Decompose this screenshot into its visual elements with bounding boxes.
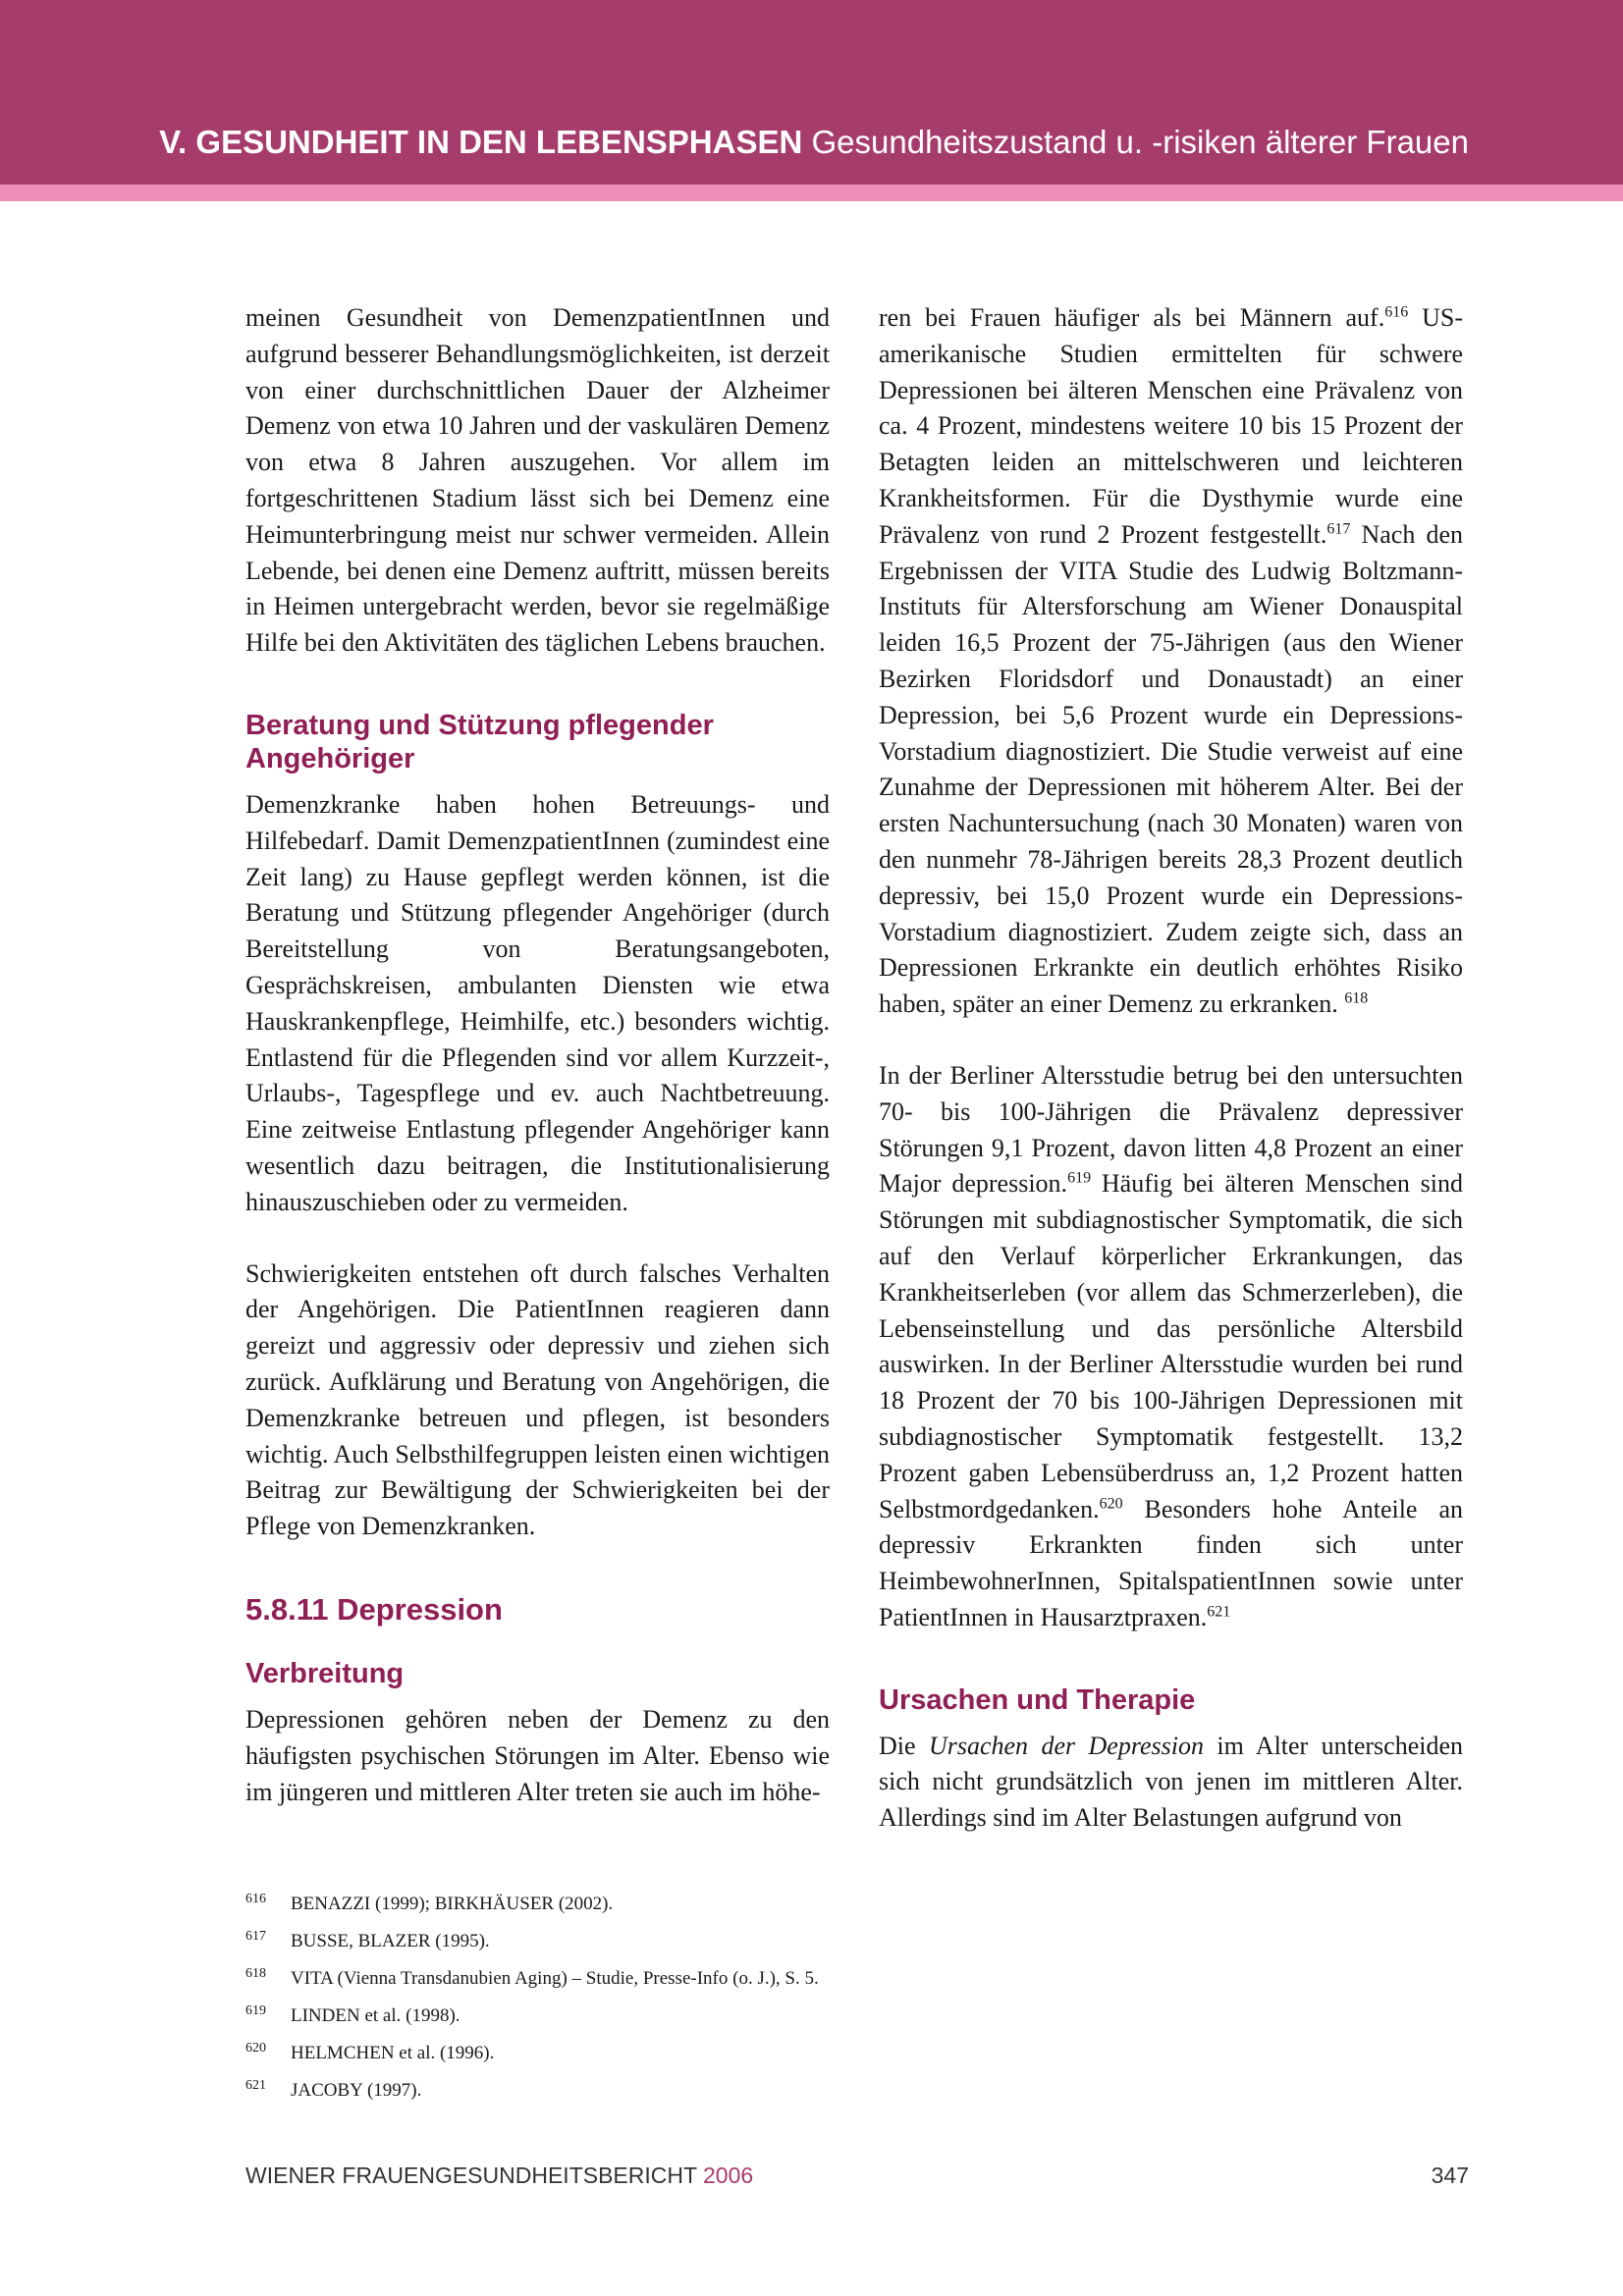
- chapter-title: V. GESUNDHEIT IN DEN LEBENSPHASEN: [159, 124, 803, 160]
- running-header: [159, 126, 1469, 158]
- footnote-text: LINDEN et al. (1998).: [291, 2005, 460, 2026]
- paragraph: [879, 1729, 1463, 1837]
- footnote-number: 621: [245, 2078, 266, 2093]
- footnote: [245, 2069, 1325, 2107]
- emphasis: Ursachen der Depression: [928, 1731, 1204, 1760]
- right-column: [879, 300, 1463, 1837]
- text-run: Häufig bei älteren Menschen sind Störungen mit subdiagnostischer Symptomatik, die sich auf den Verlauf körperlicher Erkrankungen, das Krankheitserleben (vor allem das Schmerzerleben), die Lebenseinstellung und das persönliche Altersbild auswirken. In der Berliner Altersstudie wurden bei rund 18 Prozent der 70 bis 100-Jährigen Depressionen mit subdiagnostischer Symptomatik festgestellt. 13,2 Prozent gaben Lebensüberdruss an, 1,2 Prozent hatten Selbstmordgedanken.: [879, 1169, 1463, 1523]
- footnote-number: 618: [245, 1966, 266, 1981]
- footnote: [245, 1883, 1325, 1920]
- header-stripe: [0, 185, 1623, 201]
- paragraph: [879, 300, 1463, 1023]
- paragraph: Depressionen gehören neben der Demenz zu den häufigsten psychischen Störungen im Alter. Ebenso wie im jüngeren und mittleren Alter treten sie auch im höhe-: [245, 1704, 830, 1806]
- text-run: ren bei Frauen häufiger als bei Männern auf.: [879, 303, 1385, 332]
- topic-title: Gesundheitszustand u. -risiken älterer Frauen: [811, 124, 1469, 160]
- footnote-text: JACOBY (1997).: [291, 2080, 422, 2101]
- paragraph: [879, 1058, 1463, 1636]
- paragraph: Schwierigkeiten entstehen oft durch falsches Verhalten der Angehörigen. Die PatientInnen reagieren dann gereizt und aggressiv oder depressiv und ziehen sich zurück. Aufklärung und Beratung von Angehörigen, die Demenzkranke betreuen und pflegen, ist besonders wichtig. Auch Selbsthilfegruppen leisten einen wichtigen Beitrag zur Bewältigung der Schwierigkeiten bei der Pflege von Demenzkranken.: [245, 1258, 830, 1541]
- footnote-ref: 616: [1384, 303, 1409, 321]
- footnote: [245, 2032, 1325, 2069]
- text-run: im Alter unterscheiden sich nicht grundsätzlich von jenen im mittleren Alter. Allerdings sind im Alter Belastungen aufgrund von: [879, 1731, 1463, 1833]
- footnote-ref: 617: [1326, 520, 1351, 538]
- footnote-number: 620: [245, 2041, 266, 2056]
- footnote-number: 617: [245, 1929, 266, 1944]
- footnote-text: BENAZZI (1999); BIRKHÄUSER (2002).: [291, 1894, 614, 1914]
- footnote-number: 619: [245, 2003, 266, 2018]
- text-run: Die: [879, 1731, 929, 1760]
- page-number: 347: [1431, 2163, 1469, 2188]
- paragraph: meinen Gesundheit von DemenzpatientInnen und aufgrund besserer Behandlungsmöglichkeiten, ist derzeit von einer durchschnittlichen Dauer der Alzheimer Demenz von etwa 10 Jahren und der vaskulären Demenz von etwa 8 Jahren auszugehen. Vor allem im fortgeschrittenen Stadium lässt sich bei Demenz eine Heimunterbringung meist nur schwer vermeiden. Allein Lebende, bei denen eine Demenz auftritt, müssen bereits in Heimen untergebracht werden, bevor sie regelmäßige Hilfe bei den Aktivitäten des täglichen Lebens brauchen.: [245, 303, 830, 658]
- subheading-ursachen: Ursachen und Therapie: [879, 1683, 1196, 1716]
- footnote-ref: 621: [1207, 1603, 1231, 1621]
- subheading-beratung: Beratung und Stützung pflegender Angehöriger: [245, 709, 714, 774]
- footnote-number: 616: [245, 1892, 266, 1906]
- section-heading: 5.8.11 Depression: [245, 1591, 503, 1627]
- text-run: US-amerikanische Studien ermittelten für schwere Depressionen bei älteren Menschen eine Prävalenz von ca. 4 Prozent, mindestens weitere 10 bis 15 Prozent der Betagten leiden an mittelschweren und leichteren Krankheitsformen. Für die Dysthymie wurde eine Prävalenz von rund 2 Prozent festgestellt.: [879, 303, 1463, 549]
- text-run: Besonders hohe Anteile an depressiv Erkrankten finden sich unter HeimbewohnerInnen, SpitalspatientInnen sowie unter PatientInnen in Hausarztpraxen.: [879, 1494, 1463, 1631]
- footnote-ref: 618: [1344, 989, 1369, 1007]
- footnote-text: BUSSE, BLAZER (1995).: [291, 1931, 490, 1951]
- footnotes: [245, 1883, 1325, 2107]
- report-name: WIENER FRAUENGESUNDHEITSBERICHT: [245, 2163, 697, 2188]
- text-run: Nach den Ergebnissen der VITA Studie des Ludwig Boltzmann-Instituts für Altersforschung am Wiener Donauspital leiden 16,5 Prozent der 75-Jährigen (aus den Wiener Bezirken Floridsdorf und Donaustadt) an einer Depression, bei 5,6 Prozent wurde ein Depressions-Vorstadium diagnostiziert. Die Studie verweist auf eine Zunahme der Depressionen mit höherem Alter. Bei der ersten Nachuntersuchung (nach 30 Monaten) waren von den nunmehr 78-Jährigen bereits 28,3 Prozent deutlich depressiv, bei 15,0 Prozent wurde ein Depressions-Vorstadium diagnostiziert. Zudem zeigte sich, dass an Depressionen Erkrankte ein deutlich erhöhtes Risiko haben, später an einer Demenz zu erkranken.: [879, 519, 1463, 1019]
- footer-report-title: [245, 2163, 753, 2189]
- subheading-verbreitung: Verbreitung: [245, 1657, 405, 1689]
- footnote: [245, 1995, 1325, 2032]
- footnote-ref: 620: [1099, 1494, 1123, 1512]
- footnote-ref: 619: [1067, 1169, 1092, 1187]
- text-run: In der Berliner Altersstudie betrug bei den untersuchten 70- bis 100-Jährigen die Prävalenz depressiver Störungen 9,1 Prozent, davon litten 4,8 Prozent an einer Major depression.: [879, 1060, 1463, 1199]
- footnote-text: VITA (Vienna Transdanubien Aging) – Studie, Presse-Info (o. J.), S. 5.: [291, 1968, 819, 1989]
- left-column: [245, 300, 830, 1810]
- report-year: 2006: [703, 2163, 754, 2188]
- footnote: [245, 1957, 1325, 1995]
- footnote-text: HELMCHEN et al. (1996).: [291, 2043, 495, 2063]
- footnote: [245, 1920, 1325, 1957]
- paragraph: Demenzkranke haben hohen Betreuungs- und Hilfebedarf. Damit DemenzpatientInnen (zumindest eine Zeit lang) zu Hause gepflegt werden können, ist die Beratung und Stützung pflegender Angehöriger (durch Bereitstellung von Beratungsangeboten, Gesprächskreisen, ambulanten Diensten wie etwa Hauskrankenpflege, Heimhilfe, etc.) besonders wichtig. Entlastend für die Pflegenden sind vor allem Kurzzeit-, Urlaubs-, Tagespflege und ev. auch Nachtbetreuung. Eine zeitweise Entlastung pflegender Angehöriger kann wesentlich dazu beitragen, die Institutionalisierung hinauszuschieben oder zu vermeiden.: [245, 789, 830, 1216]
